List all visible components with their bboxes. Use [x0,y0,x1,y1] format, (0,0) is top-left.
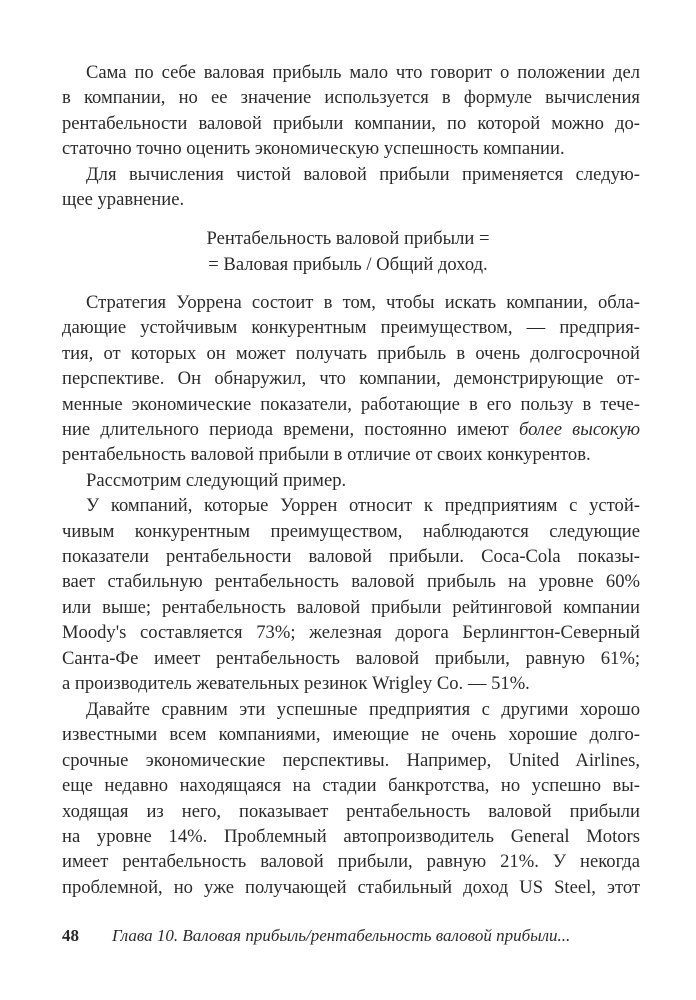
paragraph-6 [62,697,640,900]
text-line: Рассмотрим следующий пример. [86,469,347,491]
text-line: а производитель жевательных резинок Wrigley Co. — 51%. [62,673,530,695]
text-line: Санта-Фе имеет рентабельность валовой прибыли, равную 61%; [62,647,640,669]
text-line: проблемной, но уже получающей стабильный доход US Steel, этот [62,876,640,898]
text-line-with-emphasis [62,417,640,442]
text-line: Давайте сравним эти успешные предприятия с другими хорошо [86,699,640,720]
paragraph-1 [62,60,640,162]
text-line: менные экономические показатели, работающие в его пользу в тече- [62,393,640,415]
page-number: 48 [62,926,79,945]
text-line: Сама по себе валовая прибыль мало что говорит о положении дел [86,62,640,83]
text-line: рентабельность валовой прибыли в отличие от своих конкурентов. [62,444,591,466]
text-line: показатели рентабельности валовой прибыли. Coca-Cola показы- [62,546,640,567]
text-line: имеет рентабельность валовой прибыли, равную 21%. У некогда [62,851,640,873]
text-line: срочные экономические перспективы. Например, United Airlines, [62,749,640,771]
paragraph-5 [62,493,640,696]
text-line: тия, от которых он может получать прибыль в очень долгосрочной [62,342,640,364]
text-line: или выше; рентабельность валовой прибыли рейтинговой компании [62,596,640,618]
paragraph-2 [62,162,640,213]
text-line: перспективе. Он обнаружил, что компании, демонстрирующие от- [62,368,640,390]
text-line: ходящая из него, показывает рентабельность валовой прибыли [62,800,640,822]
text-line: щее уравнение. [62,189,185,210]
running-head: Глава 10. Валовая прибыль/рентабельность валовой прибыли... [112,926,571,945]
text-fragment: ние длительного периода времени, постоянно имеют [62,419,519,441]
text-line: Стратегия Уоррена состоит в том, чтобы искать компании, обла- [86,292,640,313]
text-line: Moody's составляется 73%; железная дорога Берлингтон-Северный [62,622,640,644]
formula-line: Рентабельность валовой прибыли = [206,228,490,249]
formula [0,226,696,278]
text-line: известными всем компаниями, имеющие не очень хорошие долго- [62,724,640,746]
text-line: чивым конкурентным преимуществом, наблюдаются следующие [62,520,640,542]
text-line: рентабельности валовой прибыли компании, по которой можно до- [62,112,640,134]
text-line: еще недавно находящаяся на стадии банкротства, но успешно вы- [62,775,640,797]
text-line: вает стабильную рентабельность валовой прибыль на уровне 60% [62,571,640,593]
text-line: в компании, но ее значение используется в формуле вычисления [62,87,640,109]
text-line: дающие устойчивым конкурентным преимуществом, — предприя- [62,317,640,339]
formula-line: = Валовая прибыль / Общий доход. [208,254,488,275]
text-line: Для вычисления чистой валовой прибыли применяется следую- [86,163,640,185]
paragraph-4 [62,468,640,493]
text-line: статочно точно оценить экономическую успешность компании. [62,138,565,160]
paragraph-3 [62,290,640,468]
page-footer [62,925,640,947]
text-line: на уровне 14%. Проблемный автопроизводитель General Motors [62,826,640,848]
text-line: У компаний, которые Уоррен относит к предприятиям с устой- [86,495,640,517]
emphasis-text: более высокую [518,419,640,441]
